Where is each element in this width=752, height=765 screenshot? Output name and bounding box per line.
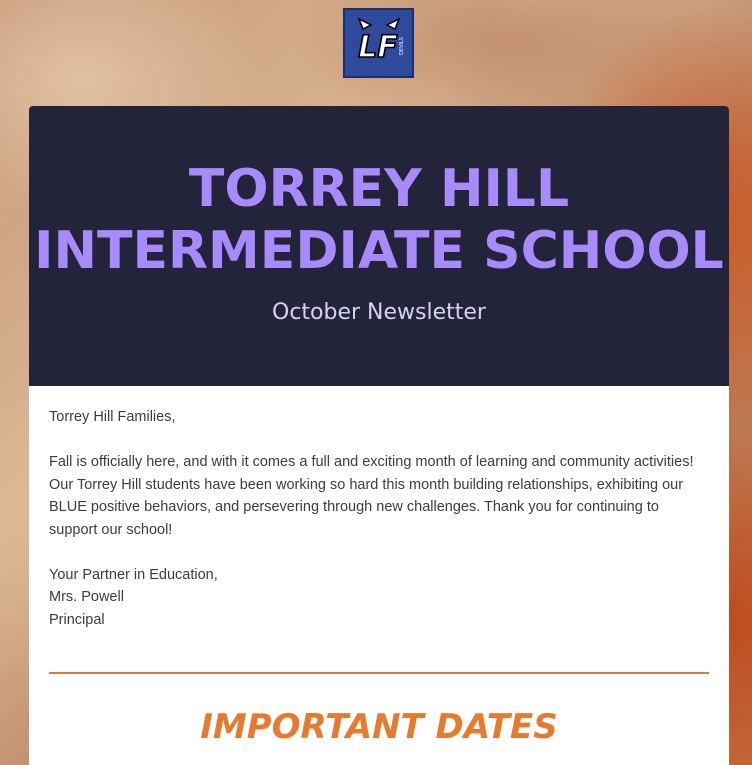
school-title (29, 158, 729, 282)
signer-name: Mrs. Powell (49, 589, 124, 605)
school-logo (343, 8, 414, 78)
newsletter-header (29, 106, 729, 386)
signer-role: Principal (49, 611, 105, 628)
school-title-line-1: TORREY HILL (188, 159, 570, 219)
logo-monogram: LF (357, 30, 398, 65)
newsletter-subtitle: October Newsletter (272, 300, 486, 325)
letter-closing: Your Partner in Education, (49, 566, 218, 583)
logo-emblem-icon (349, 13, 409, 73)
letter-signature (49, 564, 709, 632)
letter-greeting: Torrey Hill Families, (49, 409, 176, 425)
important-dates-heading: IMPORTANT DATES (200, 707, 558, 747)
letter-body (29, 386, 729, 747)
logo-tagline: DEVILS (398, 37, 405, 55)
section-divider (49, 672, 709, 674)
letter-paragraph: Fall is officially here, and with it comes a full and exciting month of learning and community activities! Our Torrey Hill students have been working so hard this month building relationships, exhibiting our BLUE positive behaviors, and persevering through new challenges. Thank you for continuing to support our school! (49, 454, 694, 538)
newsletter-card (29, 106, 729, 765)
school-title-line-2: INTERMEDIATE SCHOOL (34, 221, 724, 281)
